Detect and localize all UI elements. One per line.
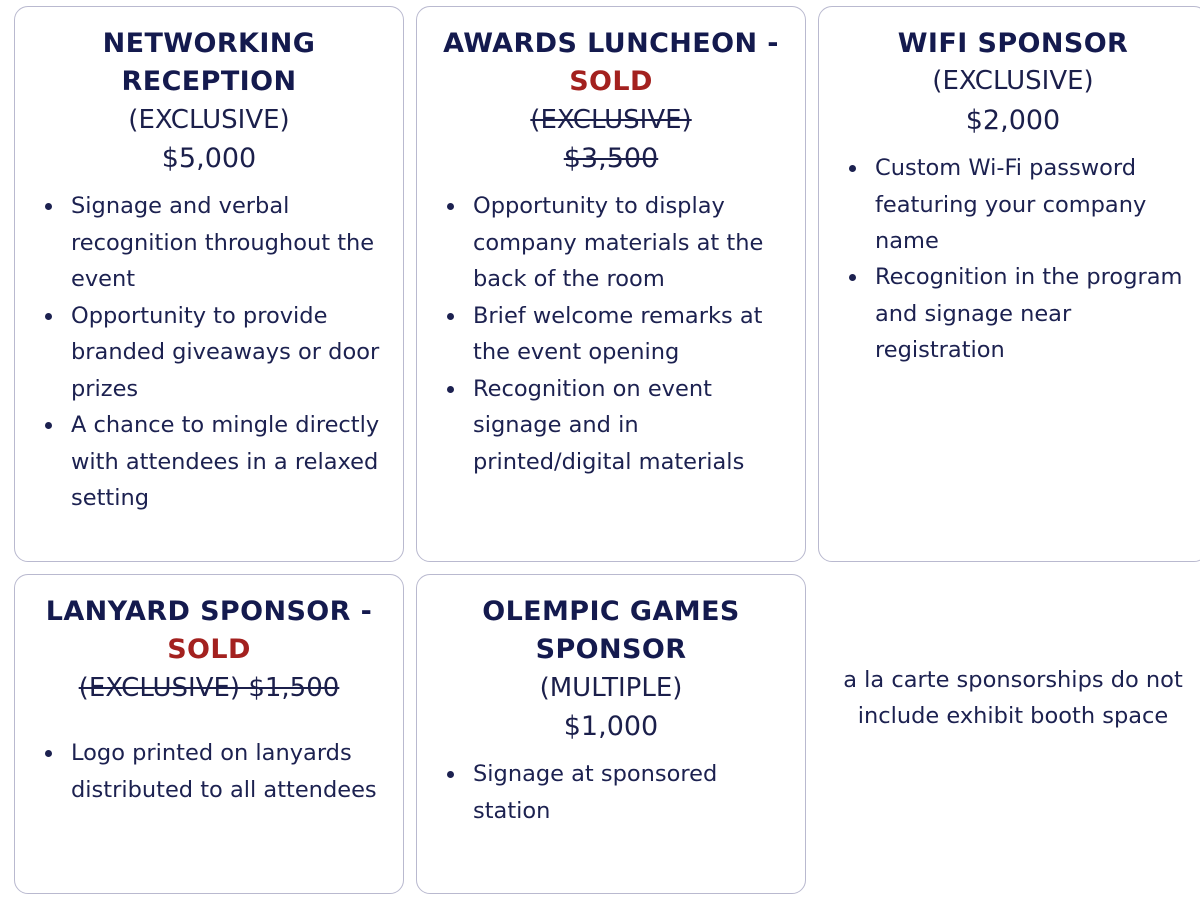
card-title-text: WIFI SPONSOR (897, 28, 1129, 59)
list-item: • Signage and verbal recognition throughout the event (65, 188, 387, 297)
list-item: • Brief welcome remarks at the event opening (467, 298, 789, 371)
sponsorship-card-wifi-sponsor (818, 6, 1200, 562)
list-item: • Recognition in the program and signage near registration (869, 259, 1191, 368)
list-item: • Recognition on event signage and in printed/digital materials (467, 371, 789, 480)
sponsorship-card-networking-reception (14, 6, 404, 562)
list-item: • Logo printed on lanyards distributed to all attendees (65, 735, 387, 808)
card-title (31, 25, 387, 102)
footnote-text: a la carte sponsorships do not include exhibit booth space (843, 667, 1183, 730)
card-title (835, 25, 1191, 63)
card-exclusivity: (MULTIPLE) (539, 672, 683, 703)
list-item: • A chance to mingle directly with attendees in a relaxed setting (65, 407, 387, 516)
card-benefits-list (31, 735, 387, 808)
card-title (433, 25, 789, 102)
sold-badge: SOLD (569, 66, 653, 98)
sold-badge: SOLD (167, 634, 251, 666)
card-title (31, 593, 387, 670)
card-exclusivity: (EXCLUSIVE) (530, 104, 692, 135)
card-price: $2,000 (965, 105, 1061, 137)
card-price: $5,000 (161, 143, 257, 175)
sponsorship-card-awards-luncheon (416, 6, 806, 562)
card-price: $1,000 (563, 711, 659, 743)
card-price: $3,500 (563, 143, 659, 175)
card-benefits-list (835, 150, 1191, 369)
footnote-block (818, 574, 1200, 894)
card-benefits-list (31, 188, 387, 516)
sponsorship-card-lanyard-sponsor (14, 574, 404, 894)
card-title-text: AWARDS LUNCHEON - (443, 28, 779, 59)
card-title-text: OLEMPIC GAMES SPONSOR (482, 596, 740, 666)
card-exclusivity-price: (EXCLUSIVE) $1,500 (78, 672, 340, 703)
card-title-text: NETWORKING RECEPTION (102, 28, 316, 98)
card-benefits-list (433, 188, 789, 480)
list-item: • Opportunity to display company materials at the back of the room (467, 188, 789, 297)
list-item: • Custom Wi-Fi password featuring your company name (869, 150, 1191, 259)
list-item: • Signage at sponsored station (467, 756, 789, 829)
card-exclusivity: (EXCLUSIVE) (128, 104, 290, 135)
list-item: • Opportunity to provide branded giveaways or door prizes (65, 298, 387, 407)
sponsorship-card-olempic-games-sponsor (416, 574, 806, 894)
card-title-text: LANYARD SPONSOR - (45, 596, 373, 627)
card-benefits-list (433, 756, 789, 829)
card-title (433, 593, 789, 670)
spacer (31, 707, 387, 725)
card-exclusivity: (EXCLUSIVE) (932, 66, 1094, 97)
